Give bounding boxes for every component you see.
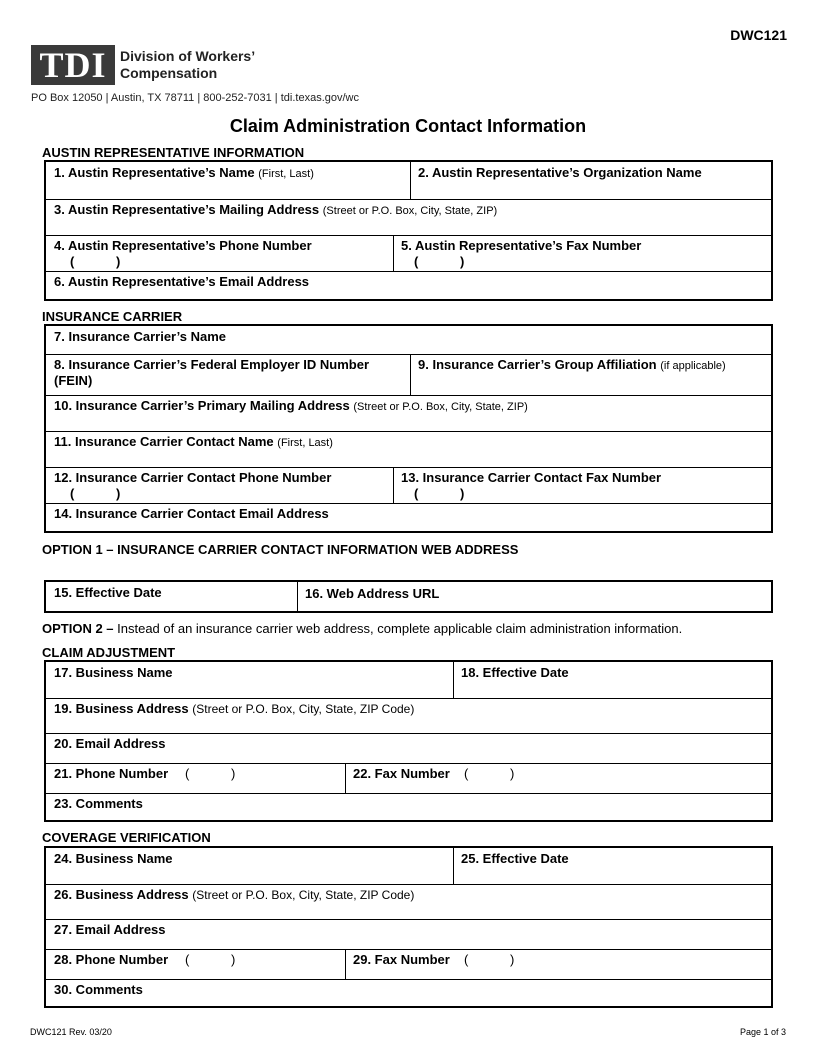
field-28-phone-number[interactable] — [46, 949, 345, 979]
field-21-phone-number[interactable] — [46, 763, 345, 793]
field-19-business-address[interactable] — [46, 698, 771, 733]
page-title: Claim Administration Contact Information — [229, 116, 587, 136]
field-3-austin-rep-address[interactable] — [46, 199, 771, 235]
option-2-instructions — [42, 621, 682, 636]
field-29-label: 29. Fax Number — [353, 952, 450, 967]
field-23-label: 23. Comments — [54, 796, 143, 811]
field-20-label: 20. Email Address — [54, 736, 166, 751]
area-code-close-paren: ) — [116, 486, 121, 501]
field-8-label: 8. Insurance Carrier’s Federal Employer ID Number (FEIN) — [54, 357, 370, 388]
area-code-close-paren: ) — [231, 952, 236, 967]
area-code-close-paren: ) — [116, 254, 121, 269]
field-26-label: 26. Business Address — [54, 887, 189, 902]
field-26-business-address[interactable] — [46, 884, 771, 919]
field-21-label: 21. Phone Number — [54, 766, 169, 781]
field-12-carrier-contact-phone[interactable] — [46, 467, 393, 503]
field-4-label: 4. Austin Representative’s Phone Number — [54, 238, 312, 253]
field-18-label: 18. Effective Date — [461, 665, 569, 680]
field-28-label: 28. Phone Number — [54, 952, 169, 967]
field-10-hint: (Street or P.O. Box, City, State, ZIP) — [353, 401, 528, 413]
contact-line: PO Box 12050 | Austin, TX 78711 | 800-252-7031 | tdi.texas.gov/wc — [31, 92, 359, 104]
area-code-close-paren: ) — [510, 766, 515, 781]
field-17-label: 17. Business Name — [54, 665, 173, 680]
field-14-label: 14. Insurance Carrier Contact Email Address — [54, 506, 329, 521]
field-11-carrier-contact-name[interactable] — [46, 431, 771, 467]
org-name — [120, 48, 255, 82]
section-heading-claim-adjustment: CLAIM ADJUSTMENT — [42, 645, 176, 660]
field-10-carrier-address[interactable] — [46, 395, 771, 431]
field-5-austin-rep-fax[interactable] — [393, 235, 771, 271]
field-1-label: 1. Austin Representative’s Name — [54, 165, 255, 180]
austin-representative-box — [44, 160, 773, 301]
field-27-email-address[interactable] — [46, 919, 771, 949]
area-code-open-paren: ( — [70, 486, 75, 501]
area-code-open-paren: ( — [464, 766, 469, 781]
field-10-label: 10. Insurance Carrier’s Primary Mailing Address — [54, 398, 350, 413]
field-29-fax-number[interactable] — [345, 949, 771, 979]
field-8-carrier-fein[interactable] — [46, 354, 410, 395]
field-11-label: 11. Insurance Carrier Contact Name — [54, 434, 274, 449]
org-line-1: Division of Workers’ — [120, 48, 256, 64]
field-14-carrier-contact-email[interactable] — [46, 503, 771, 531]
area-code-open-paren: ( — [185, 952, 190, 967]
field-30-label: 30. Comments — [54, 982, 143, 997]
area-code-open-paren: ( — [185, 766, 190, 781]
area-code-open-paren: ( — [70, 254, 75, 269]
field-24-business-name[interactable] — [46, 848, 453, 884]
field-12-label: 12. Insurance Carrier Contact Phone Number — [54, 470, 332, 485]
field-4-austin-rep-phone[interactable] — [46, 235, 393, 271]
field-2-austin-rep-org[interactable] — [410, 162, 771, 199]
field-19-label: 19. Business Address — [54, 701, 189, 716]
field-6-label: 6. Austin Representative’s Email Address — [54, 274, 310, 289]
claim-adjustment-box — [44, 660, 773, 822]
option-2-text: Instead of an insurance carrier web address, complete applicable claim administration information. — [113, 621, 683, 636]
form-id: DWC121 — [730, 27, 787, 43]
field-6-austin-rep-email[interactable] — [46, 271, 771, 299]
field-18-effective-date[interactable] — [453, 662, 771, 698]
coverage-verification-box — [44, 846, 773, 1008]
field-11-hint: (First, Last) — [277, 437, 333, 449]
section-heading-option-1: OPTION 1 – INSURANCE CARRIER CONTACT INFORMATION WEB ADDRESS — [42, 542, 519, 557]
option-2-label: OPTION 2 – — [42, 621, 114, 636]
field-9-label: 9. Insurance Carrier’s Group Affiliation — [418, 357, 657, 372]
insurance-carrier-box — [44, 324, 773, 533]
field-5-label: 5. Austin Representative’s Fax Number — [401, 238, 642, 253]
field-13-label: 13. Insurance Carrier Contact Fax Number — [401, 470, 662, 485]
field-7-label: 7. Insurance Carrier’s Name — [54, 329, 226, 344]
field-16-web-address-url[interactable] — [297, 582, 771, 611]
area-code-close-paren: ) — [510, 952, 515, 967]
field-1-austin-rep-name[interactable] — [46, 162, 410, 199]
field-16-label: 16. Web Address URL — [305, 586, 440, 601]
field-30-comments[interactable] — [46, 979, 771, 1006]
area-code-close-paren: ) — [460, 486, 465, 501]
area-code-open-paren: ( — [414, 486, 419, 501]
field-22-fax-number[interactable] — [345, 763, 771, 793]
section-heading-austin: AUSTIN REPRESENTATIVE INFORMATION — [42, 145, 305, 160]
area-code-close-paren: ) — [231, 766, 236, 781]
field-1-hint: (First, Last) — [258, 168, 314, 180]
field-26-hint: (Street or P.O. Box, City, State, ZIP Code) — [192, 888, 415, 902]
field-23-comments[interactable] — [46, 793, 771, 820]
area-code-close-paren: ) — [460, 254, 465, 269]
footer-revision: DWC121 Rev. 03/20 — [30, 1027, 112, 1037]
field-3-label: 3. Austin Representative’s Mailing Address — [54, 202, 320, 217]
footer-page-number: Page 1 of 3 — [739, 1027, 786, 1037]
field-9-carrier-group[interactable] — [410, 354, 771, 395]
field-24-label: 24. Business Name — [54, 851, 173, 866]
field-25-effective-date[interactable] — [453, 848, 771, 884]
area-code-open-paren: ( — [464, 952, 469, 967]
section-heading-carrier: INSURANCE CARRIER — [42, 309, 183, 324]
field-9-hint: (if applicable) — [660, 360, 726, 372]
field-17-business-name[interactable] — [46, 662, 453, 698]
field-19-hint: (Street or P.O. Box, City, State, ZIP Code) — [192, 702, 415, 716]
field-27-label: 27. Email Address — [54, 922, 166, 937]
field-20-email-address[interactable] — [46, 733, 771, 763]
area-code-open-paren: ( — [414, 254, 419, 269]
field-15-label: 15. Effective Date — [54, 585, 162, 600]
tdi-logo: TDI — [31, 45, 115, 85]
field-22-label: 22. Fax Number — [353, 766, 450, 781]
field-13-carrier-contact-fax[interactable] — [393, 467, 771, 503]
field-2-label: 2. Austin Representative’s Organization Name — [418, 165, 702, 180]
section-heading-coverage-verification: COVERAGE VERIFICATION — [42, 830, 211, 845]
org-line-2: Compensation — [120, 65, 218, 81]
field-3-hint: (Street or P.O. Box, City, State, ZIP) — [322, 205, 498, 217]
field-25-label: 25. Effective Date — [461, 851, 569, 866]
field-15-effective-date[interactable] — [46, 582, 297, 611]
field-7-carrier-name[interactable] — [46, 326, 771, 354]
option-1-box — [44, 580, 773, 613]
